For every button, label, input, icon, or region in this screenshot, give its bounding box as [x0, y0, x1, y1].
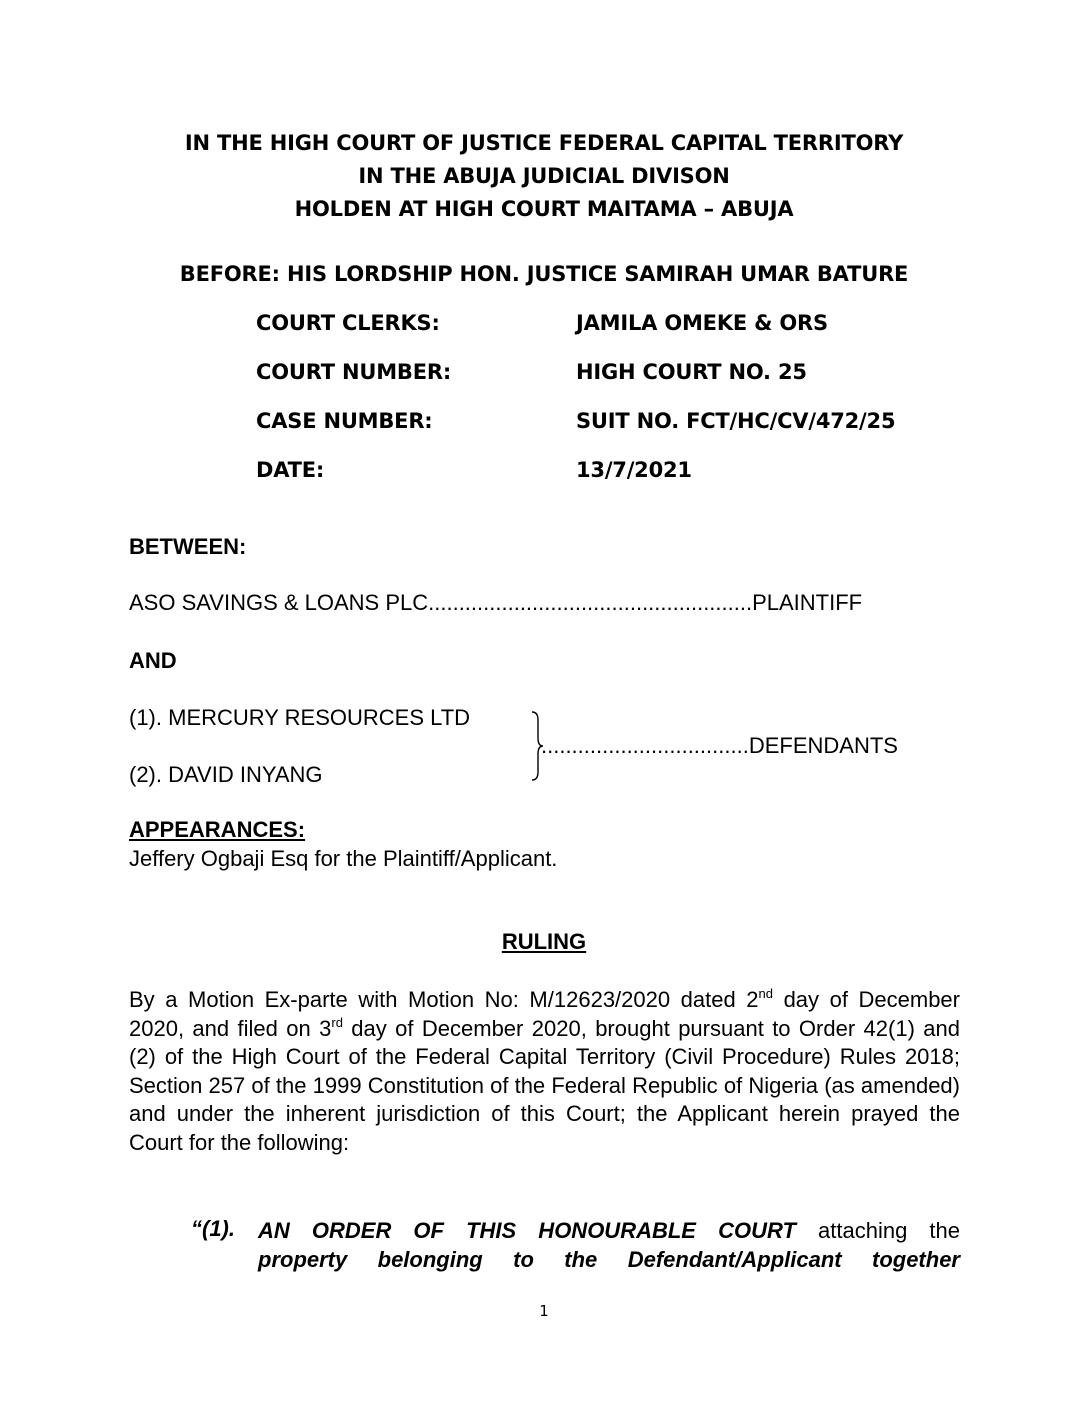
order-bold-line-2: property belonging to the Defendant/Applicant together — [258, 1247, 960, 1272]
ruling-text-part-3: day of December 2020, brought pursuant to Order 42(1) and (2) of the High Court of the Federal Capital Territory (Civil Procedure) Rules 2018; Section 257 of the 1999 Constitution of the Federal Republic of Nigeria (as amended) and under the inherent jurisdiction of this Court; the Applicant herein prayed the Court for the following: — [129, 1015, 960, 1155]
and-heading: AND — [129, 648, 177, 673]
case-number-label: CASE NUMBER: — [256, 409, 433, 433]
court-title-line-2: IN THE ABUJA JUDICIAL DIVISON — [358, 164, 730, 188]
court-number-label: COURT NUMBER: — [256, 360, 452, 384]
date-value: 13/7/2021 — [576, 458, 692, 482]
defendant-1: (1). MERCURY RESOURCES LTD — [129, 705, 471, 730]
plaintiff-line: ASO SAVINGS & LOANS PLC.....................................................PLAINTIFF — [129, 590, 863, 615]
order-bold-text: AN ORDER OF THIS HONOURABLE COURT — [258, 1218, 796, 1243]
defendant-2: (2). DAVID INYANG — [129, 762, 323, 787]
court-clerks-label: COURT CLERKS: — [256, 311, 440, 335]
ruling-text-part-2: day of December 2020, and filed on 3 — [129, 987, 960, 1041]
ordinal-suffix: nd — [758, 986, 773, 1001]
ruling-heading: RULING — [501, 929, 587, 954]
order-text — [258, 1216, 960, 1274]
ruling-text-part-1: By a Motion Ex-parte with Motion No: M/12623/2020 dated 2 — [129, 987, 759, 1012]
between-heading: BETWEEN: — [129, 534, 247, 559]
appearances-heading: APPEARANCES: — [129, 817, 306, 842]
before-judge-line: BEFORE: HIS LORDSHIP HON. JUSTICE SAMIRAH UMAR BATURE — [179, 262, 909, 286]
court-number-value: HIGH COURT NO. 25 — [576, 360, 807, 384]
date-label: DATE: — [256, 458, 325, 482]
page-number: 1 — [539, 1302, 549, 1320]
order-plain-text: attaching the — [795, 1218, 960, 1243]
ruling-paragraph — [129, 986, 960, 1157]
court-title-line-3: HOLDEN AT HIGH COURT MAITAMA – ABUJA — [294, 197, 794, 221]
court-title-line-1: IN THE HIGH COURT OF JUSTICE FEDERAL CAPITAL TERRITORY — [184, 131, 904, 155]
court-clerks-value: JAMILA OMEKE & ORS — [576, 311, 828, 335]
appearances-text: Jeffery Ogbaji Esq for the Plaintiff/Applicant. — [129, 846, 558, 871]
defendants-label: ..................................DEFENDANTS — [541, 733, 898, 758]
order-number: “(1). — [191, 1216, 235, 1241]
ordinal-suffix: rd — [331, 1014, 343, 1030]
case-number-value: SUIT NO. FCT/HC/CV/472/25 — [576, 409, 896, 433]
